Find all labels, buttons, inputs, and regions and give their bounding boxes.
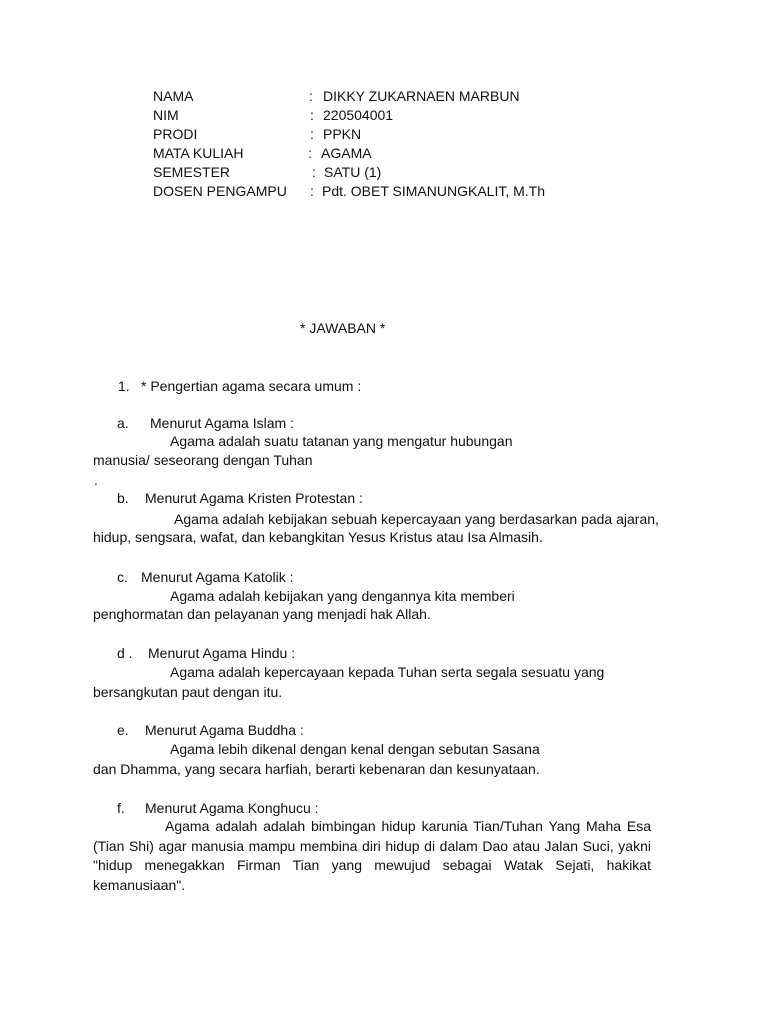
section-text-line: Agama adalah suatu tatanan yang mengatur hubungan <box>170 433 513 449</box>
identity-value: Pdt. OBET SIMANUNGKALIT, M.Th <box>322 183 546 199</box>
identity-label: DOSEN PENGAMPU <box>153 183 287 199</box>
section-title: Menurut Agama Buddha : <box>145 722 304 738</box>
identity-value: AGAMA <box>321 145 372 161</box>
stray-period: . <box>94 472 98 488</box>
identity-colon: : <box>308 145 312 161</box>
section-text-line: Agama lebih dikenal dengan kenal dengan sebutan Sasana <box>170 741 540 757</box>
identity-label: SEMESTER <box>153 164 231 180</box>
identity-label: NAMA <box>153 88 194 104</box>
identity-colon: : <box>310 183 314 199</box>
section-heading: * JAWABAN * <box>300 320 386 336</box>
section-text-line: bersangkutan paut dengan itu. <box>93 684 283 700</box>
section-text-line: hidup, sengsara, wafat, dan kebangkitan Yesus Kristus atau Isa Almasih. <box>93 529 543 545</box>
section-text-line: dan Dhamma, yang secara harfiah, berarti kebenaran dan kesunyataan. <box>93 761 540 777</box>
section-marker: c. <box>117 569 128 585</box>
section-title: Menurut Agama Katolik : <box>141 569 294 585</box>
identity-value: PPKN <box>323 126 362 142</box>
identity-colon: : <box>310 126 314 142</box>
identity-value: SATU (1) <box>324 164 382 180</box>
section-title: Menurut Agama Kristen Protestan : <box>145 490 363 506</box>
section-marker: a. <box>117 415 129 431</box>
identity-label: PRODI <box>153 126 198 142</box>
section-title: Menurut Agama Konghucu : <box>145 800 319 816</box>
section-text-line: penghormatan dan pelayanan yang menjadi hak Allah. <box>93 606 431 622</box>
question-number: 1. <box>118 378 130 394</box>
section-body: Agama adalah adalah bimbingan hidup karunia Tian/Tuhan Yang Maha Esa (Tian Shi) agar manusia mampu membina diri hidup di dalam Dao atau Jalan Suci, yakni "hidup menegakkan Firman Tian yang mewujud sebagai Watak Sejati, hakikat kemanusiaan". <box>93 818 651 893</box>
section-text-line: Agama adalah kebijakan sebuah kepercayaan yang berdasarkan pada ajaran, <box>174 511 659 527</box>
section-text-line: Agama adalah kebijakan yang dengannya kita memberi <box>170 588 515 604</box>
identity-label: NIM <box>153 107 179 123</box>
section-text-line: manusia/ seseorang dengan Tuhan <box>93 452 313 468</box>
section-marker: b. <box>117 490 129 506</box>
section-marker: e. <box>117 722 129 738</box>
section-marker: f. <box>117 800 125 816</box>
identity-colon: : <box>312 164 316 180</box>
section-title: Menurut Agama Hindu : <box>148 645 296 661</box>
section-marker: d . <box>117 645 133 661</box>
identity-value: 220504001 <box>323 107 394 123</box>
identity-colon: : <box>309 88 313 104</box>
section-text-line: Agama adalah kepercayaan kepada Tuhan serta segala sesuatu yang <box>170 664 605 680</box>
question-text: * Pengertian agama secara umum : <box>141 378 362 394</box>
identity-value: DIKKY ZUKARNAEN MARBUN <box>323 88 520 104</box>
identity-colon: : <box>310 107 314 123</box>
section-title: Menurut Agama Islam : <box>150 415 294 431</box>
identity-label: MATA KULIAH <box>153 145 244 161</box>
